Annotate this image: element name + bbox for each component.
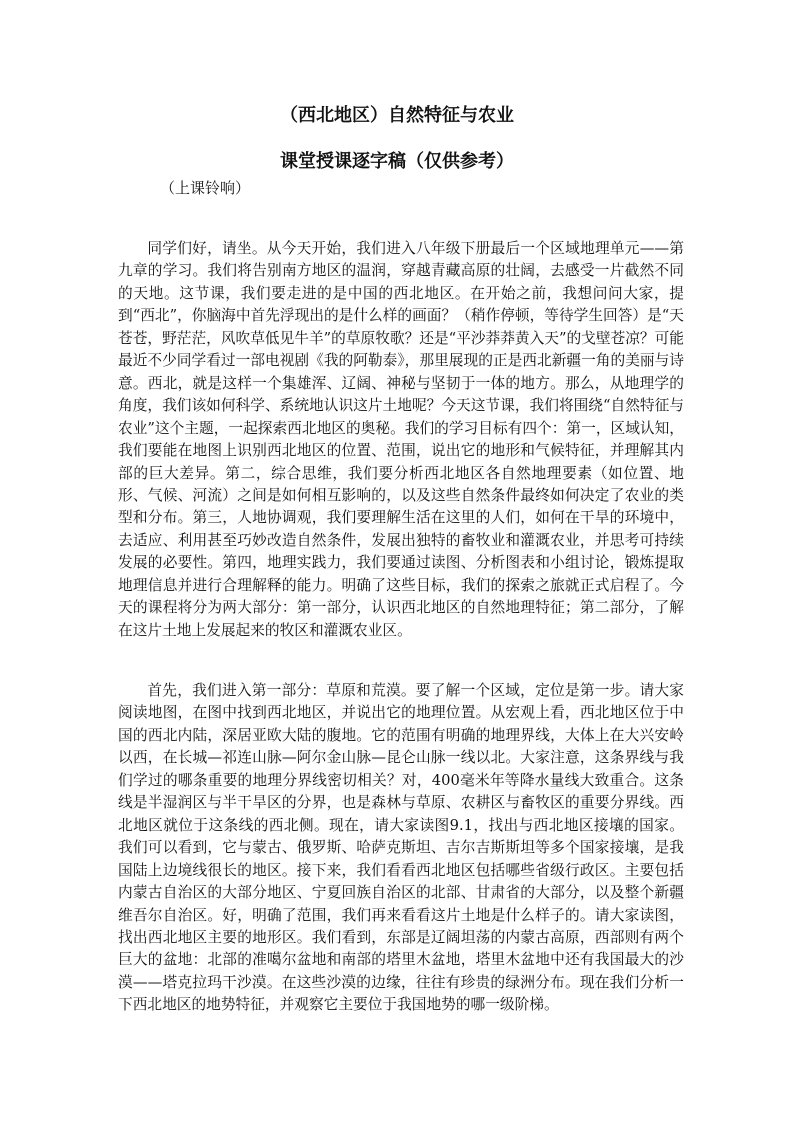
stage-note: （上课铃响） xyxy=(160,179,251,197)
paragraph-intro: 同学们好，请坐。从今天开始，我们进入八年级下册最后一个区域地理单元——第九章的学习。我们将告别南方地区的温润，穿越青藏高原的壮阔，去感受一片截然不同的天地。这节课，我们要走进的是中国的西北地区。在开始之前，我想问问大家，提到“西北”，你脑海中首先浮现出的是什么样的画面？（稍作停顿，等待学生回答）是“天苍苍，野茫茫，风吹草低见牛羊”的草原牧歌？还是“平沙莽莽黄入天”的戈壁苍凉？可能最近不少同学看过一部电视剧《我的阿勒泰》，那里展现的正是西北新疆一角的美丽与诗意。西北，就是这样一个集雄浑、辽阔、神秘与坚韧于一体的地方。那么，从地理学的角度，我们该如何科学、系统地认识这片土地呢？今天这节课，我们将围绕“自然特征与农业”这个主题，一起探索西北地区的奥秘。我们的学习目标有四个：第一，区域认知，我们要能在地图上识别西北地区的位置、范围，说出它的地形和气候特征，并理解其内部的巨大差异。第二，综合思维，我们要分析西北地区各自然地理要素（如位置、地形、气候、河流）之间是如何相互影响的，以及这些自然条件最终如何决定了农业的类型和分布。第三，人地协调观，我们要理解生活在这里的人们，如何在干旱的环境中，去适应、利用甚至巧妙改造自然条件，发展出独特的畜牧业和灌溉农业，并思考可持续发展的必要性。第四，地理实践力，我们要通过读图、分析图表和小组讨论，锻炼提取地理信息并进行合理解释的能力。明确了这些目标，我们的探索之旅就正式启程了。今天的课程将分为两大部分：第一部分，认识西北地区的自然地理特征；第二部分，了解在这片土地上发展起来的牧区和灌溉农业区。 xyxy=(118,240,684,639)
document-subtitle: 课堂授课逐字稿（仅供参考） xyxy=(280,151,514,172)
paragraph-part-one: 首先，我们进入第一部分：草原和荒漠。要了解一个区域，定位是第一步。请大家阅读地图，在图中找到西北地区，并说出它的地理位置。从宏观上看，西北地区位于中国的西北内陆，深居亚欧大陆的腹地。它的范围有明确的地理界线，大体上在大兴安岭以西，在长城—祁连山脉—阿尔金山脉—昆仑山脉一线以北。大家注意，这条界线与我们学过的哪条重要的地理分界线密切相关？对，400毫米年等降水量线大致重合。这条线是半湿润区与半干旱区的分界，也是森林与草原、农耕区与畜牧区的重要分界线。西北地区就位于这条线的西北侧。现在，请大家读图9.1，找出与西北地区接壤的国家。我们可以看到，它与蒙古、俄罗斯、哈萨克斯坦、吉尔吉斯斯坦等多个国家接壤，是我国陆上边境线很长的地区。接下来，我们看看西北地区包括哪些省级行政区。主要包括内蒙古自治区的大部分地区、宁夏回族自治区的北部、甘肃省的大部分，以及整个新疆维吾尔自治区。好，明确了范围，我们再来看看这片土地是什么样子的。请大家读图，找出西北地区主要的地形区。我们看到，东部是辽阔坦荡的内蒙古高原，西部则有两个巨大的盆地：北部的准噶尔盆地和南部的塔里木盆地，塔里木盆地中还有我国最大的沙漠——塔克拉玛干沙漠。在这些沙漠的边缘，往往有珍贵的绿洲分布。现在我们分析一下西北地区的地势特征，并观察它主要位于我国地势的哪一级阶梯。 xyxy=(118,682,684,1014)
document-title: （西北地区）自然特征与农业 xyxy=(280,105,514,126)
